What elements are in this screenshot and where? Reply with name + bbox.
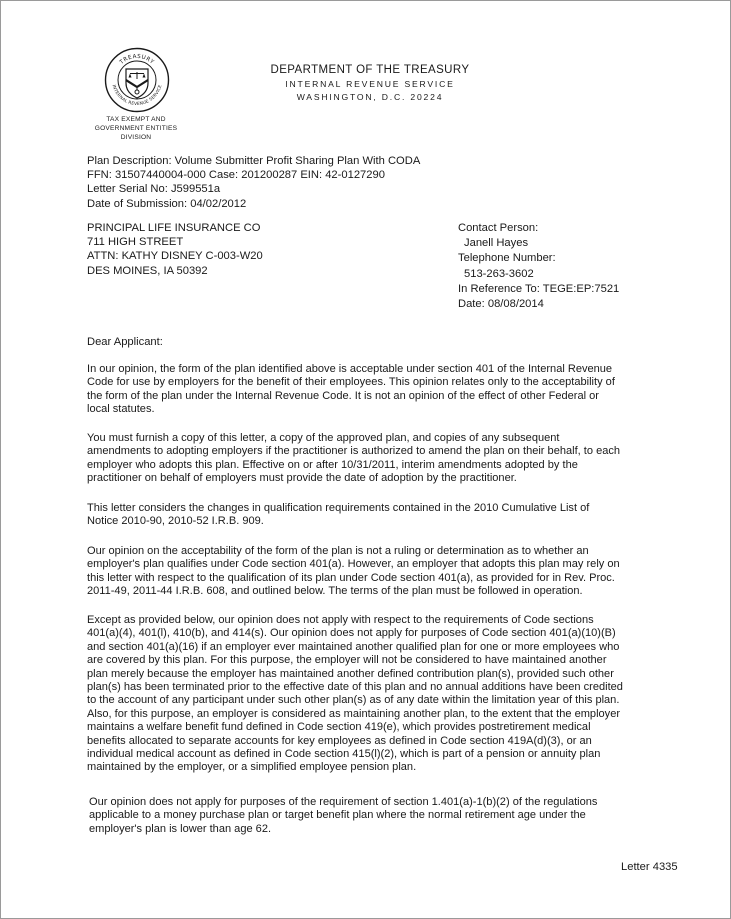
paragraph-line: Also, for this purpose, an employer is considered as maintaining another plan, to the extent that the employer	[87, 707, 621, 720]
plan-description: Plan Description: Volume Submitter Profit Sharing Plan With CODA	[87, 155, 421, 167]
paragraph-line: employer who adopts this plan. Effective on or after 10/31/2011, interim amendments adopted by the	[87, 458, 578, 471]
paragraph-line: this letter with respect to the qualification of its plan under Code section 401(a), as provided for in Rev. Proc.	[87, 571, 615, 584]
division-line: TAX EXEMPT AND	[106, 116, 166, 123]
addressee-line: ATTN: KATHY DISNEY C-003-W20	[87, 250, 263, 263]
agency-location: WASHINGTON, D.C. 20224	[296, 92, 444, 102]
contact-person-label: Contact Person:	[458, 222, 539, 234]
telephone-number: 513-263-3602	[464, 267, 534, 280]
paragraph-line: applicable to a money purchase plan or target benefit plan where the normal retirement age under the	[89, 809, 586, 822]
paragraph-line: maintains a welfare benefit fund defined in Code section 419(e), which provides postretirement medical	[87, 721, 591, 734]
letter-number: Letter 4335	[621, 861, 678, 873]
paragraph-line: plan merely because the employer has maintained another defined contribution plan(s), provided such other	[87, 667, 614, 680]
paragraph-line: benefits allocated to separate accounts for key employees as defined in Code section 419A(d)(3), or an	[87, 734, 592, 747]
division-name	[80, 115, 192, 142]
paragraph-line: employer's plan is lower than age 62.	[89, 822, 272, 835]
addressee-line: PRINCIPAL LIFE INSURANCE CO	[87, 222, 261, 234]
paragraph-line: Our opinion on the acceptability of the form of the plan is not a ruling or determination as to whether an	[87, 545, 589, 557]
contact-block	[458, 221, 619, 312]
svg-text:TREASURY	[118, 54, 155, 67]
paragraph-opinion	[87, 363, 647, 417]
treasury-seal-icon	[104, 47, 170, 113]
paragraph-line: local statutes.	[87, 403, 155, 416]
seal-bottom-text: INTERNAL REVENUE SERVICE	[110, 84, 164, 108]
paragraph-line: In our opinion, the form of the plan identified above is acceptable under section 401 of the Internal Revenue	[87, 363, 613, 375]
addressee-line: 711 HIGH STREET	[87, 236, 184, 249]
paragraph-line: and section 401(a)(16) if an employer ever maintained another qualified plan for one or more employees who	[87, 640, 620, 653]
paragraph-line: Code for use by employers for the benefit of their employees. This opinion relates only to the acceptability of	[87, 376, 615, 389]
paragraph-line: plan(s) has been terminated prior to the effective date of this plan and no annual additions have been credited	[87, 681, 623, 694]
paragraph-furnish-copy	[87, 432, 647, 486]
plan-info-block	[87, 154, 420, 211]
contact-person: Janell Hayes	[464, 237, 529, 250]
paragraph-exceptions	[87, 614, 647, 775]
paragraph-line: practitioner on behalf of employers must provide the date of adoption by the practitioner.	[87, 472, 517, 485]
paragraph-line: to the account of any participant under such other plan(s) as of any date within the limitation year of this plan.	[87, 694, 620, 707]
paragraph-qualification	[87, 502, 647, 529]
telephone-label: Telephone Number:	[458, 252, 556, 265]
submission-date: Date of Submission: 04/02/2012	[87, 197, 247, 210]
plan-ffn: FFN: 31507440004-000 Case: 201200287 EIN: 42-0127290	[87, 169, 385, 182]
paragraph-line: Our opinion does not apply for purposes of the requirement of section 1.401(a)-1(b)(2) of the regulations	[89, 796, 598, 808]
letter-date: Date: 08/08/2014	[458, 298, 544, 311]
department-name: DEPARTMENT OF THE TREASURY	[270, 64, 470, 76]
seal-top-text: TREASURY	[118, 53, 156, 66]
paragraph-line: 401(a)(4), 401(l), 410(b), and 414(s). Our opinion does not apply for purposes of Code section 401(a)(10)(B)	[87, 627, 616, 640]
paragraph-line: You must furnish a copy of this letter, a copy of the approved plan, and copies of any subsequent	[87, 432, 560, 444]
salutation: Dear Applicant:	[87, 336, 163, 348]
paragraph-line: employer's plan qualifies under Code section 401(a). However, an employer that adopts this plan may rely on	[87, 558, 620, 571]
letter-serial: Letter Serial No: J599551a	[87, 183, 221, 196]
paragraph-line: are covered by this plan. For this purpose, the employer will not be considered to have maintained another	[87, 654, 607, 667]
addressee-line: DES MOINES, IA 50392	[87, 264, 208, 277]
paragraph-line: individual medical account as defined in Code section 415(l)(2), which is part of a pension or annuity plan	[87, 748, 601, 761]
service-name: INTERNAL REVENUE SERVICE	[285, 79, 455, 89]
paragraph-line: Notice 2010-90, 2010-52 I.R.B. 909.	[87, 515, 264, 528]
agency-header	[250, 63, 490, 104]
paragraph-line: amendments to adopting employers if the practitioner is authorized to amend the plan on their behalf, to each	[87, 445, 621, 458]
reference-line: In Reference To: TEGE:EP:7521	[458, 282, 620, 295]
paragraph-line: maintained by the employer, or a simplified employee pension plan.	[87, 761, 417, 774]
paragraph-line: Except as provided below, our opinion does not apply with respect to the requirements of Code sections	[87, 614, 594, 626]
paragraph-line: the form of the plan under the Internal Revenue Code. It is not an opinion of the effect of other Federal or	[87, 389, 599, 402]
paragraph-regulations	[89, 796, 649, 836]
paragraph-line: This letter considers the changes in qualification requirements contained in the 2010 Cumulative List of	[87, 502, 590, 514]
division-line: GOVERNMENT ENTITIES	[94, 125, 178, 132]
paragraph-acceptability	[87, 545, 647, 599]
paragraph-line: 2011-49, 2011-44 I.R.B. 608, and outlined below. The terms of the plan must be followed in operation.	[87, 585, 583, 598]
division-line: DIVISION	[120, 134, 152, 141]
addressee-block	[87, 221, 263, 278]
